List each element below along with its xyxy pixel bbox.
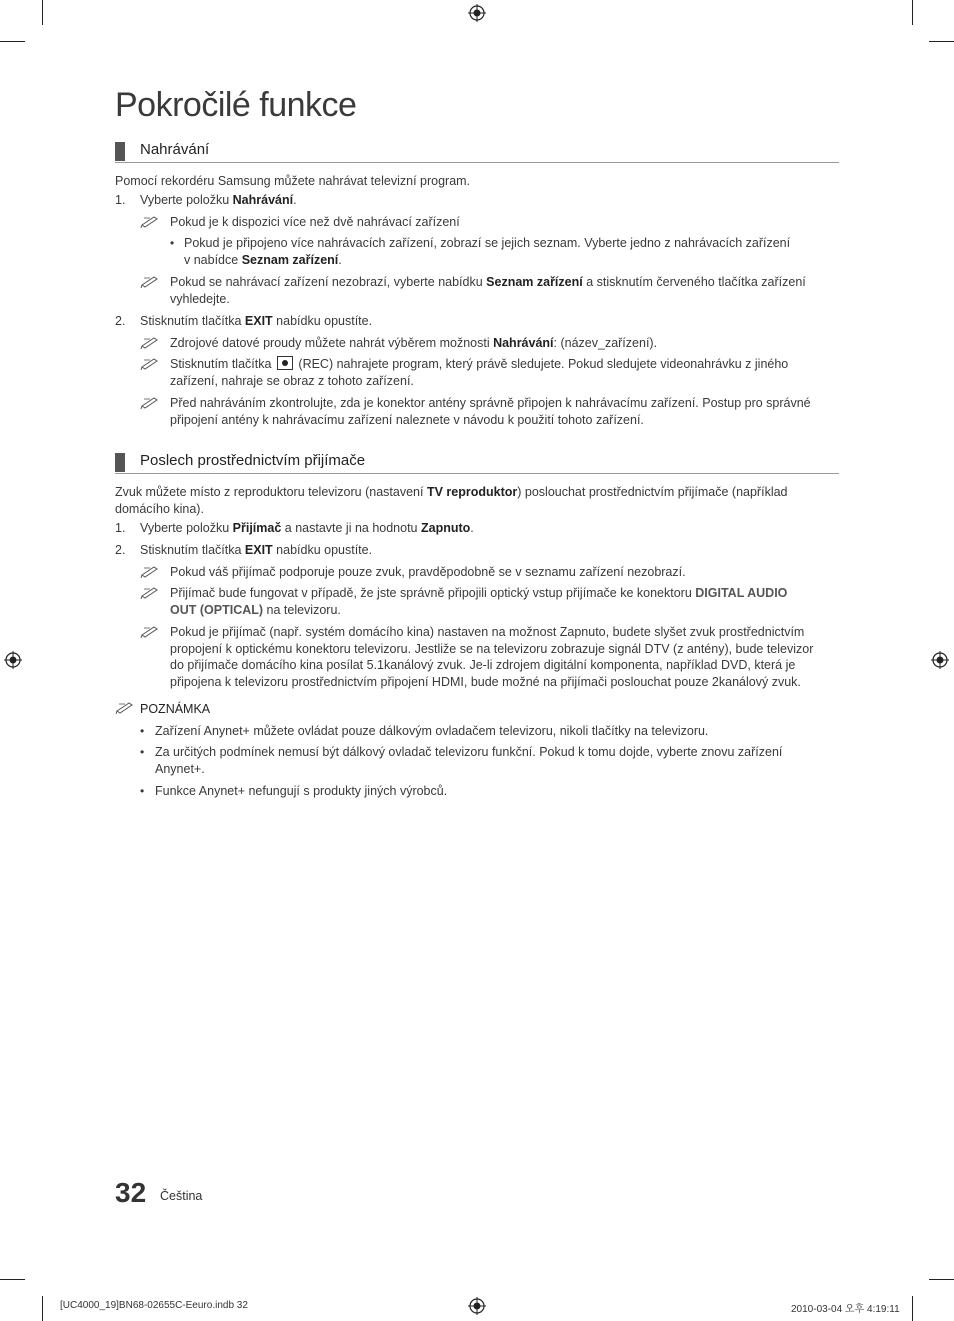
print-timestamp: 2010-03-04 오후 4:19:11 [791, 1304, 900, 1315]
note-pencil-icon [140, 585, 160, 599]
registration-mark-icon [4, 651, 22, 669]
section-heading-label: Nahrávání [140, 141, 210, 158]
paragraph: Pomocí rekordéru Samsung můžete nahrávat televizní program. [115, 174, 471, 188]
section-marker [115, 142, 125, 161]
note-text: propojení k optickému konektoru televizoru. Jestliže se na televizoru zobrazuje signál DTV (z antény), bude televizor [170, 642, 814, 656]
note-pencil-icon [140, 395, 160, 409]
bullet: • [140, 745, 145, 759]
bullet-text: Pokud je připojeno více nahrávacích zařízení, zobrazí se jejich seznam. Vyberte jedno z nahrávacích zařízení [184, 236, 791, 250]
print-file-info: [UC4000_19]BN68-02655C-Eeuro.indb 32 [60, 1300, 248, 1311]
page-title: Pokročilé funkce [115, 86, 357, 124]
bullet-text: Anynet+. [155, 762, 205, 776]
registration-mark-icon [931, 651, 949, 669]
step-text: Vyberte položku Nahrávání. [140, 193, 297, 207]
step-number: 2. [115, 314, 126, 328]
bullet-text: Zařízení Anynet+ můžete ovládat pouze dálkovým ovladačem televizoru, nikoli tlačítky na televizoru. [155, 724, 709, 738]
page-language: Čeština [160, 1189, 203, 1203]
note-text: zařízení, nahraje se obraz z tohoto zařízení. [170, 374, 414, 388]
note-pencil-icon [140, 356, 160, 370]
note-pencil-icon [140, 274, 160, 288]
note-text: Přijímač bude fungovat v případě, že jste správně připojili optický vstup přijímače ke konektoru DIGITAL AUDIO [170, 586, 788, 600]
step-number: 1. [115, 193, 126, 207]
step-text: Vyberte položku Přijímač a nastavte ji na hodnotu Zapnuto. [140, 521, 474, 535]
bullet-text: v nabídce Seznam zařízení. [184, 253, 342, 267]
bullet-text: Za určitých podmínek nemusí být dálkový ovladač televizoru funkční. Pokud k tomu dojde, vyberte znovu zařízení [155, 745, 783, 759]
crop-mark [912, 1296, 913, 1321]
note-text: Pokud se nahrávací zařízení nezobrazí, vyberte nabídku Seznam zařízení a stisknutím červeného tlačítka zařízení [170, 275, 806, 289]
crop-mark [42, 1296, 43, 1321]
crop-mark [912, 0, 913, 25]
page-number: 32 [115, 1177, 147, 1208]
note-text: připojení antény k nahrávacímu zařízení naleznete v návodu k použití tohoto zařízení. [170, 413, 644, 427]
note-pencil-icon [140, 214, 160, 228]
note-label: POZNÁMKA [140, 702, 211, 716]
crop-mark [0, 1279, 25, 1280]
crop-mark [42, 0, 43, 25]
registration-mark-icon [468, 1297, 486, 1315]
crop-mark [929, 41, 954, 42]
note-pencil-icon [140, 335, 160, 349]
registration-mark-icon [468, 4, 486, 22]
crop-mark [929, 1279, 954, 1280]
bullet: • [140, 724, 145, 738]
note-text: Stisknutím tlačítka (REC) nahrajete program, který právě sledujete. Pokud sledujete videonahrávku z jiného [170, 357, 789, 371]
note-pencil-icon [115, 700, 135, 714]
section-heading-receiver [115, 451, 839, 474]
note-text: vyhledejte. [170, 292, 230, 306]
rec-button-icon [277, 356, 293, 370]
note-pencil-icon [140, 624, 160, 638]
note-pencil-icon [140, 564, 160, 578]
step-text: Stisknutím tlačítka EXIT nabídku opustíte. [140, 543, 373, 557]
step-text: Stisknutím tlačítka EXIT nabídku opustíte. [140, 314, 373, 328]
paragraph: Zvuk můžete místo z reproduktoru televizoru (nastavení TV reproduktor) poslouchat prostřednictvím přijímače (například [115, 485, 788, 499]
bullet: • [170, 236, 175, 250]
bullet-text: Funkce Anynet+ nefungují s produkty jiných výrobců. [155, 784, 448, 798]
section-marker [115, 453, 125, 472]
note-text: Pokud váš přijímač podporuje pouze zvuk, pravděpodobně se v seznamu zařízení nezobrazí. [170, 565, 686, 579]
section-heading-label: Poslech prostřednictvím přijímače [140, 452, 366, 469]
crop-mark [0, 41, 25, 42]
note-text: do přijímače domácího kina posílat 5.1kanálový zvuk. Je-li zdrojem digitální komponenta, například DVD, která je [170, 658, 796, 672]
note-text: Pokud je k dispozici více než dvě nahrávací zařízení [170, 215, 460, 229]
note-text: připojena k televizoru prostřednictvím připojení HDMI, bude možné na přijímači poslouchat pouze 2kanálový zvuk. [170, 675, 801, 689]
note-text: OUT (OPTICAL) na televizoru. [170, 603, 341, 617]
section-heading-recording [115, 140, 839, 163]
bullet: • [140, 784, 145, 798]
step-number: 2. [115, 543, 126, 557]
note-text: Před nahráváním zkontrolujte, zda je konektor antény správně připojen k nahrávacímu zařízení. Postup pro správné [170, 396, 811, 410]
paragraph: domácího kina). [115, 502, 204, 516]
step-number: 1. [115, 521, 126, 535]
note-text: Pokud je přijímač (např. systém domácího kina) nastaven na možnost Zapnuto, budete slyšet zvuk prostřednictvím [170, 625, 805, 639]
note-text: Zdrojové datové proudy můžete nahrát výběrem možnosti Nahrávání: (název_zařízení). [170, 336, 658, 350]
